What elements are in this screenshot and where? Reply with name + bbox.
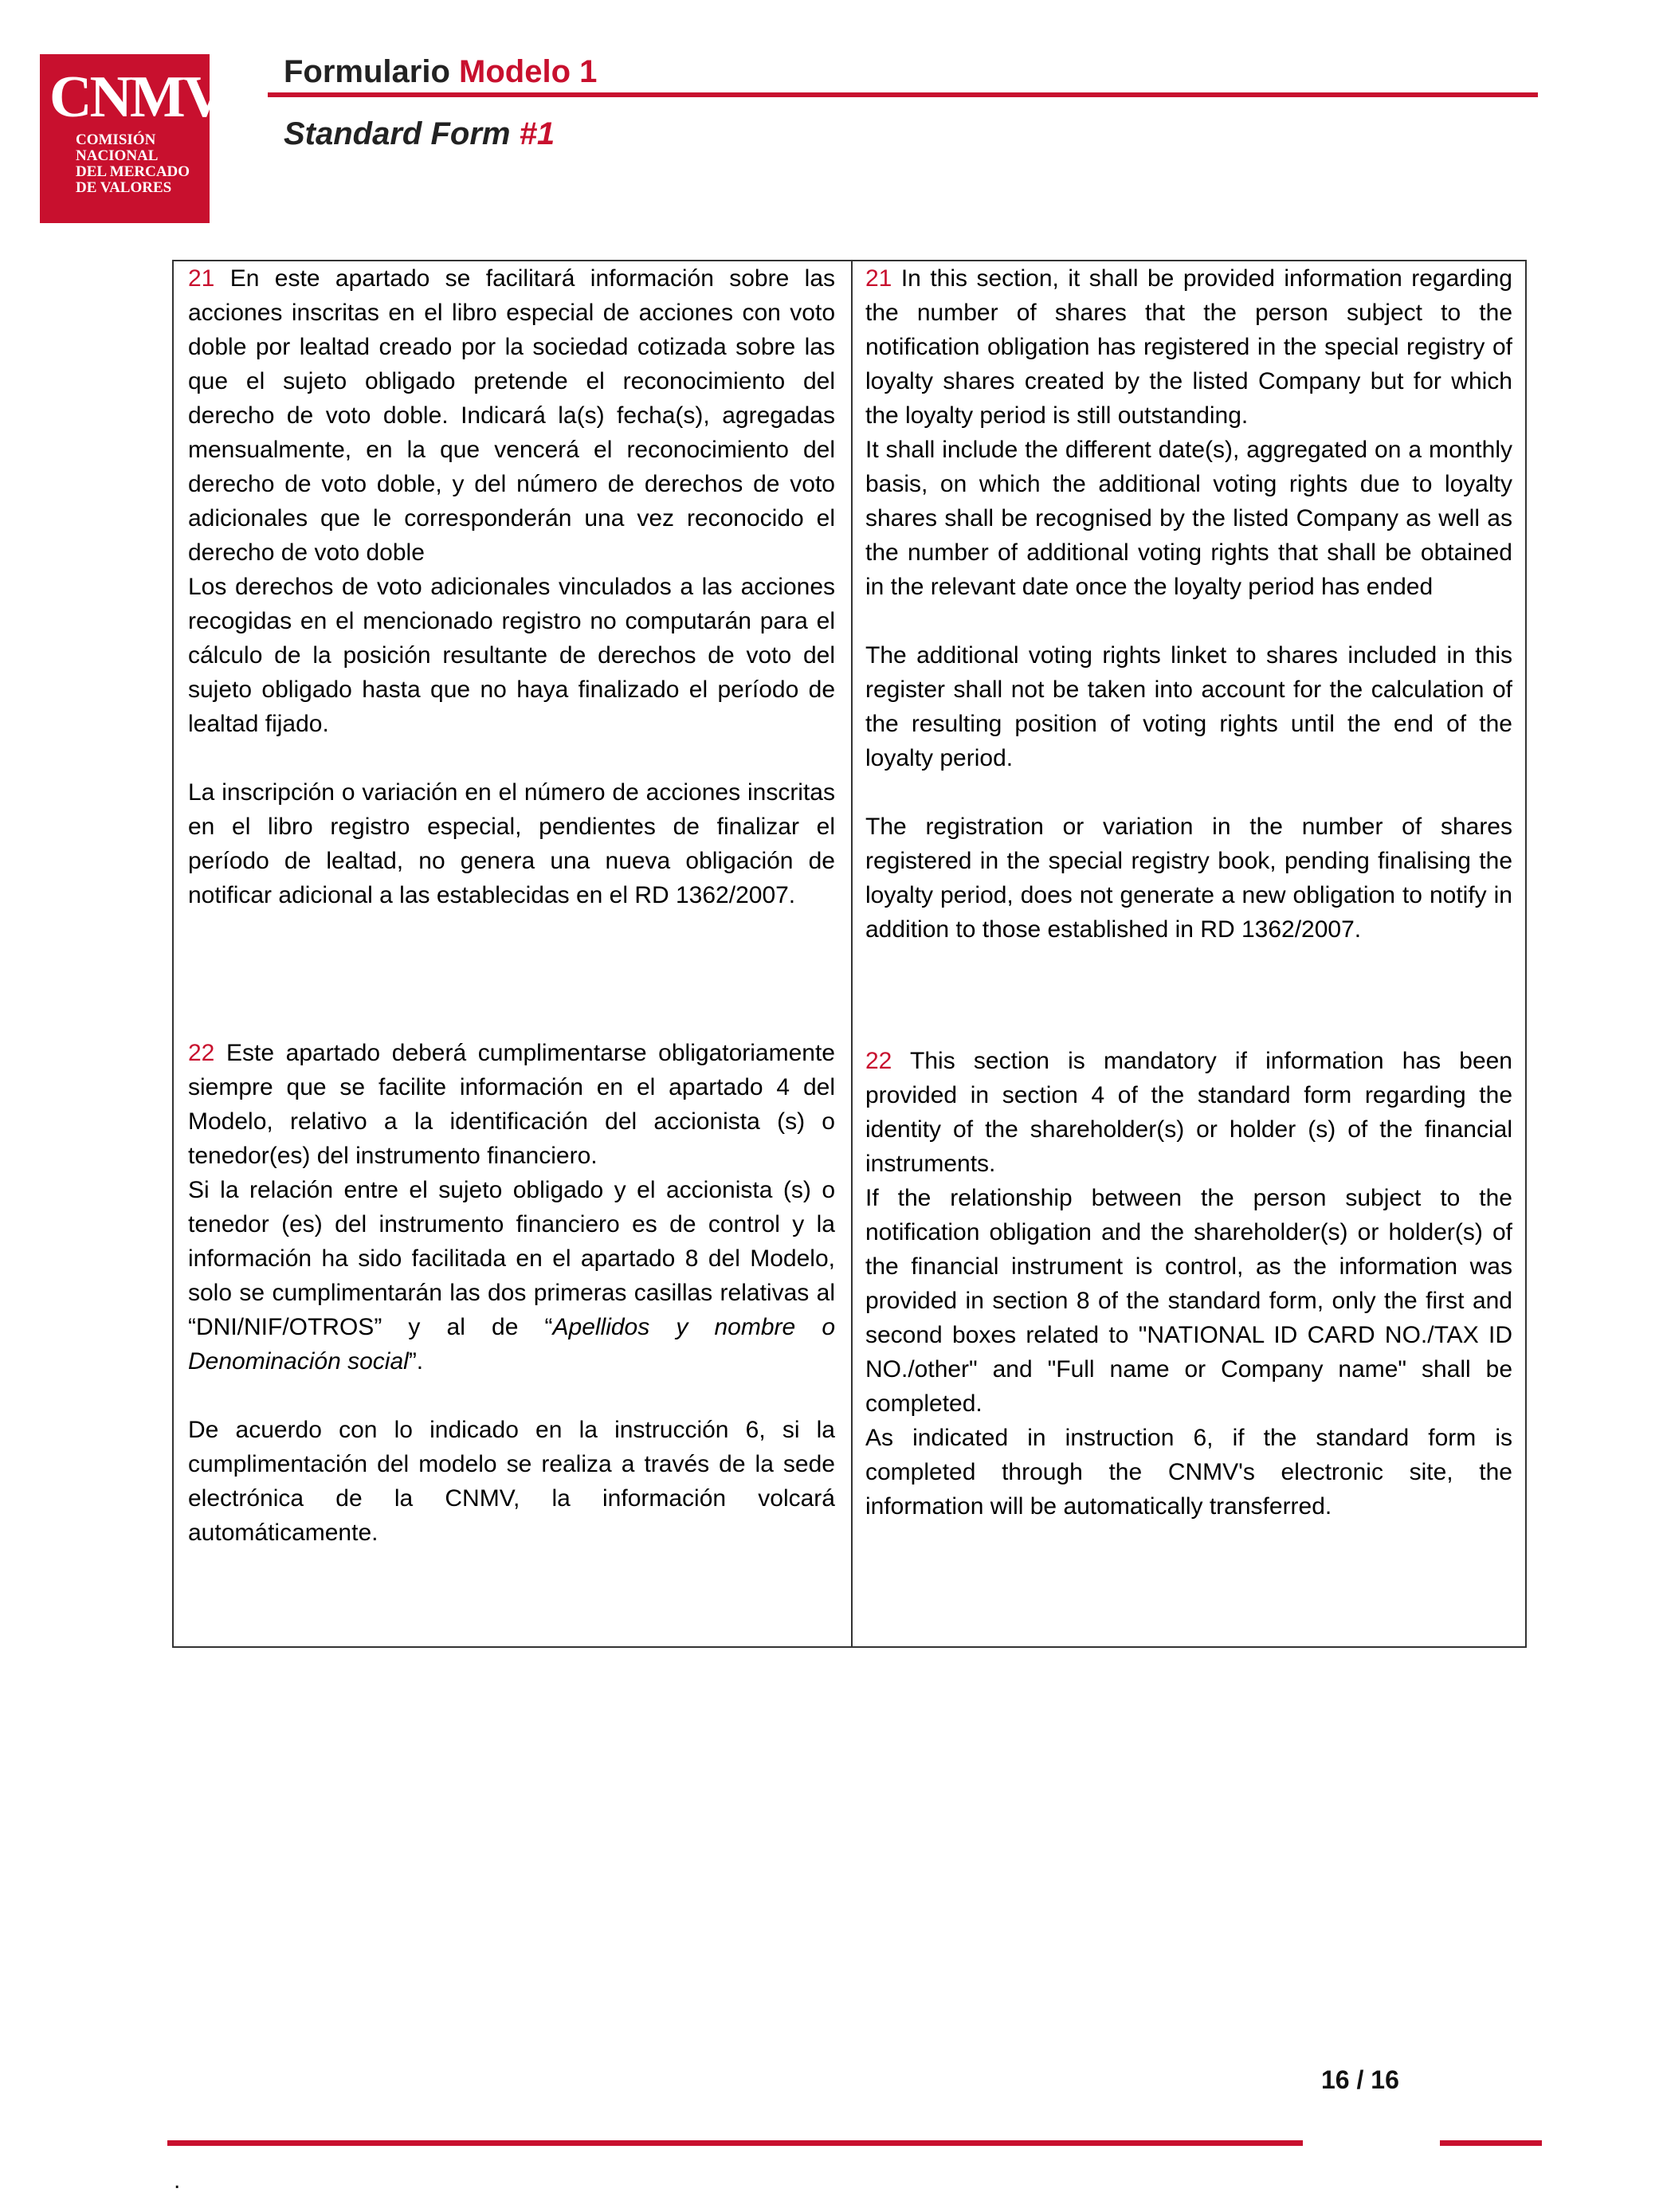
note-text: It shall include the different date(s), aggregated on a monthly basis, on which the additional voting rights due to loyalty shares shall be recognised by the listed Company as well as the number of additional voting rights that shall be obtained in the relevant date once the loyalty period has ended [865, 437, 1512, 600]
note-text: The additional voting rights linket to shares included in this register shall not be taken into account for the calculation of the resulting position of voting rights until the end of the loyalty period. [865, 642, 1512, 771]
note-text: The registration or variation in the number of shares registered in the special registry book, pending finalising the loyalty period, does not generate a new obligation to notify in addition to those established in RD 1362/2007. [865, 814, 1512, 943]
note-21-es [188, 261, 835, 912]
page-number: 16 / 16 [1321, 2065, 1399, 2094]
logo-line-4: DE VALORES [76, 179, 172, 196]
cnmv-logo [40, 54, 224, 223]
note-text: De acuerdo con lo indicado en la instrucción 6, si la cumplimentación del modelo se realiza a través de la sede electrónica de la CNMV, la información volcará automáticamente. [188, 1417, 835, 1546]
logo-acronym: CNMV [49, 65, 224, 130]
note-text: If the relationship between the person subject to the notification obligation and the shareholder(s) or holder(s) of the financial instrument is control, as the information was provided in section 8 of the standard form, only the first and second boxes related to "NATIONAL ID CARD NO./TAX ID NO./other" and "Full name or Company name" shall be completed. [865, 1185, 1512, 1417]
note-text: Este apartado deberá cumplimentarse obligatoriamente siempre que se facilite información en el apartado 4 del Modelo, relativo a la identificación del accionista (s) o tenedor(es) del instrumento financiero. [188, 1040, 835, 1169]
note-text-italic: Apellidos y nombre o Denominación social [188, 1314, 836, 1375]
note-text: La inscripción o variación en el número de acciones inscritas en el libro registro especial, pendientes de finalizar el período de lealtad, no genera una nueva obligación de notificar adicional a las establecidas en el RD 1362/2007. [188, 779, 835, 908]
note-text: Los derechos de voto adicionales vinculados a las acciones recogidas en el mencionado registro no computarán para el cálculo de la posición resultante de derechos de voto del sujeto obligado hasta que no haya finalizado el período de lealtad fijado. [188, 574, 835, 737]
title-es-part2: Modelo 1 [459, 54, 598, 89]
note-text: As indicated in instruction 6, if the standard form is completed through the CNMV's electronic site, the information will be automatically transferred. [865, 1425, 1512, 1520]
page-title-es [284, 54, 597, 90]
note-text: Si la relación entre el sujeto obligado y el accionista (s) o tenedor (es) del instrumento financiero es de control y la información ha sido facilitada en el apartado 8 del Modelo, solo se cumplimentarán las dos primeras casillas relativas al “DNI/NIF/OTROS” y al de “ [188, 1177, 835, 1340]
note-22-en [865, 1044, 1512, 1524]
note-number: 21 [865, 265, 892, 292]
footer-divider-left [167, 2140, 1303, 2146]
note-text: In this section, it shall be provided information regarding the number of shares that the person subject to the notification obligation has registered in the special registry of loyalty shares created by the listed Company but for which the loyalty period is still outstanding. [865, 265, 1512, 429]
footer-divider-right [1440, 2140, 1542, 2146]
note-text: This section is mandatory if information has been provided in section 4 of the standard form regarding the identity of the shareholder(s) or holder (s) of the financial instruments. [865, 1048, 1512, 1177]
note-21-en [865, 261, 1512, 947]
header-divider [268, 92, 1538, 97]
title-en-part1: Standard Form [284, 116, 520, 151]
page-title-en [284, 116, 555, 152]
title-en-part2: #1 [519, 116, 555, 151]
note-number: 22 [865, 1048, 892, 1074]
column-divider [851, 261, 853, 1646]
note-text: ”. [408, 1348, 424, 1375]
title-es-part1: Formulario [284, 54, 460, 89]
footer-dot: . [174, 2167, 181, 2194]
notes-table [172, 260, 1527, 1648]
note-22-es [188, 1036, 835, 1550]
logo-line-1: COMISIÓN [76, 131, 156, 148]
note-text: En este apartado se facilitará información sobre las acciones inscritas en el libro especial de acciones con voto doble por lealtad creado por la sociedad cotizada sobre las que el sujeto obligado pretende el reconocimiento del derecho de voto doble. Indicará la(s) fecha(s), agregadas mensualmente, en la que vencerá el reconocimiento del derecho de voto doble, y del número de derechos de voto adicionales que le corresponderán una vez reconocido el derecho de voto doble [188, 265, 835, 566]
note-number: 22 [188, 1040, 215, 1066]
logo-line-2: NACIONAL [76, 147, 159, 164]
note-number: 21 [188, 265, 215, 292]
logo-line-3: DEL MERCADO [76, 163, 190, 180]
